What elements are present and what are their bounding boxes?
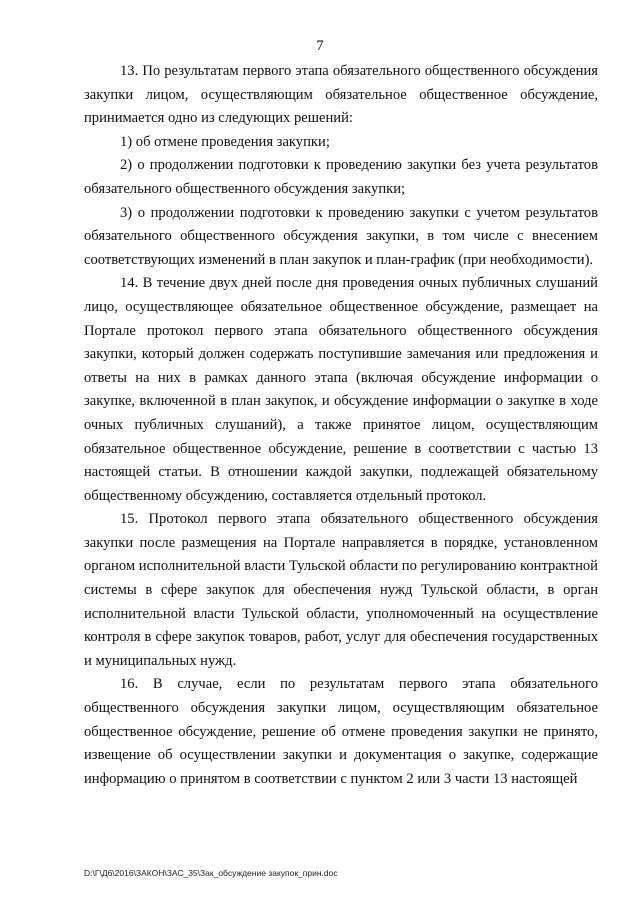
list-item-1: 1) об отмене проведения закупки;: [120, 133, 330, 150]
paragraph-14: 14. В течение двух дней после дня проведения очных публичных слушаний лицо, осуществляющее обязательное общественное обсуждение, размещает на Портале протокол первого этапа обязательного общественного обсуждения закупки, который должен содержать поступившие замечания или предложения и ответы на них в рамках данного этапа (включая обсуждение информации о закупке, включенной в план закупок, и обсуждение информации о закупке в ходе очных публичных слушаний), а также принятое лицом, осуществляющим обязательное общественное обсуждение, решение в соответствии с частью 13 настоящей статьи. В отношении каждой закупки, подлежащей обязательному общественному обсуждению, составляется отдельный протокол.: [84, 275, 598, 504]
list-item-2: 2) о продолжении подготовки к проведению закупки без учета результатов обязательного общественного обсуждения закупки;: [84, 157, 598, 197]
file-path-footer: D:\Г\Д6\2016\ЗАКОН\ЗАС_35\Зак_обсуждение закупок_прин.doc: [84, 868, 338, 878]
paragraph-15: 15. Протокол первого этапа обязательного общественного обсуждения закупки после размещения на Портале направляется в порядке, установленном органом исполнительной власти Тульской области по регулированию контрактной системы в сфере закупок для обеспечения нужд Тульской области, в орган исполнительной власти Тульской области, уполномоченный на осуществление контроля в сфере закупок товаров, работ, услуг для обеспечения государственных и муниципальных нужд.: [84, 511, 598, 669]
paragraph-13: 13. По результатам первого этапа обязательного общественного обсуждения закупки лицом, осуществляющим обязательное общественное обсуждение, принимается одно из следующих решений:: [84, 63, 598, 127]
list-item-3: 3) о продолжении подготовки к проведению закупки с учетом результатов обязательного общественного обсуждения закупки, в том числе с внесением соответствующих изменений в план закупок и план-график (при необходимости).: [84, 204, 598, 268]
document-body: [84, 60, 598, 791]
page-number: 7: [316, 38, 324, 54]
paragraph-16: 16. В случае, если по результатам первого этапа обязательного общественного обсуждения закупки лицом, осуществляющим обязательное общественное обсуждение, решение об отмене проведения закупки не принято, извещение об осуществлении закупки и документация о закупке, содержащие информацию о принятом в соответствии с пунктом 2 или 3 части 13 настоящей: [84, 676, 598, 787]
